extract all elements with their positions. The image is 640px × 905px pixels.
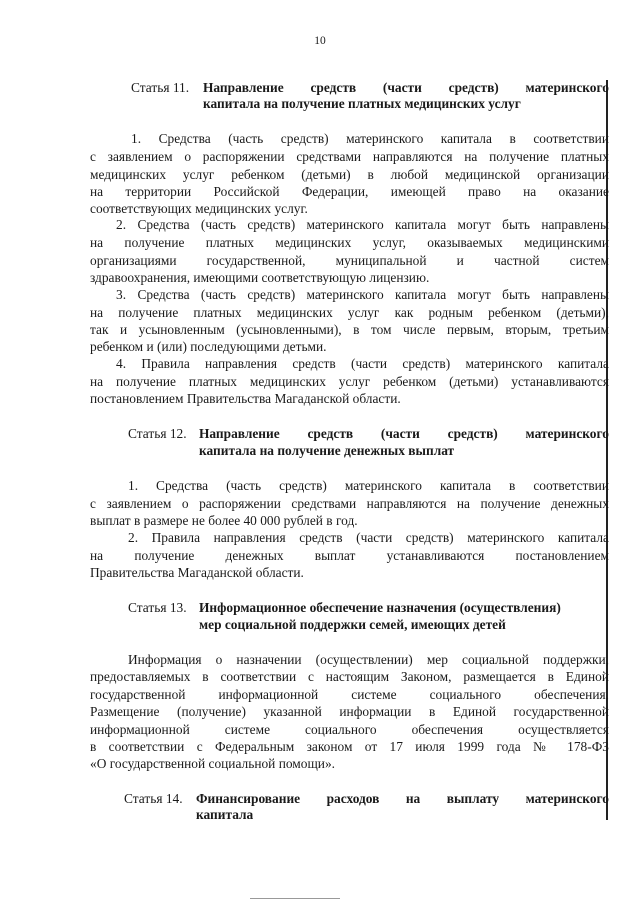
paragraph-line: в соответствии с Федеральным законом от 17 июля 1999 года № 178-ФЗ <box>90 739 609 754</box>
article-title-line <box>199 425 609 442</box>
title-word: средств <box>310 80 357 95</box>
title-word: средств) <box>447 426 498 441</box>
article-number: Статья 12. <box>128 426 187 441</box>
paragraph-line: 2. Средства (часть средств) материнского капитала могут быть направлены <box>116 217 609 232</box>
paragraph-line: здравоохранения, имеющими соответствующую лицензию. <box>90 270 430 285</box>
paragraph-line: выплат в размере не более 40 000 рублей в год. <box>90 513 358 528</box>
paragraph-line: Правительства Магаданской области. <box>90 565 304 580</box>
paragraph-line: с заявлением о распоряжении средствами направляются на получение денежных <box>90 496 609 511</box>
title-word: материнского <box>525 80 609 95</box>
title-word: выплату <box>446 791 500 806</box>
title-word: материнского <box>525 426 609 441</box>
paragraph-line: так и усыновленным (усыновленными), в том числе первым, вторым, третьим <box>90 322 609 337</box>
paragraph-line: с заявлением о распоряжении средствами направляются на получение платных <box>90 149 609 164</box>
paragraph-line: на получение платных медицинских услуг, оказываемых медицинскими <box>90 235 609 250</box>
paragraph-line: организациями государственной, муниципальной и частной систем <box>90 253 609 268</box>
paragraph-line: «О государственной социальной помощи». <box>90 756 335 771</box>
paragraph-line: 1. Средства (часть средств) материнского капитала в соответствии <box>128 478 609 493</box>
title-word: на <box>405 791 421 806</box>
article-number: Статья 14. <box>124 791 183 806</box>
title-word: Финансирование <box>196 791 301 806</box>
paragraph-line: предоставляемых в соответствии с настоящим Законом, размещается в Единой <box>90 669 609 684</box>
paragraph-line: государственной информационной системе социального обеспечения. <box>90 687 609 702</box>
paragraph-line: 3. Средства (часть средств) материнского капитала могут быть направлены <box>116 287 609 302</box>
paragraph-line: 4. Правила направления средств (части средств) материнского капитала <box>116 356 609 371</box>
title-word: (части <box>380 426 420 441</box>
page-number: 10 <box>314 35 326 47</box>
paragraph-line: 1. Средства (часть средств) материнского капитала в соответствии <box>131 131 609 146</box>
paragraph-line: Размещение (получение) указанной информации в Единой государственной <box>90 704 609 719</box>
title-word: Направление <box>203 80 284 95</box>
article-number: Статья 11. <box>131 80 190 95</box>
article-title-line: Информационное обеспечение назначения (осуществления) <box>199 600 561 615</box>
title-word: расходов <box>326 791 380 806</box>
paragraph-line: на получение платных медицинских услуг ребенком (детьми) устанавливаются <box>90 374 609 389</box>
title-word: Направление <box>199 426 280 441</box>
article-title-line: капитала на получение денежных выплат <box>199 443 455 458</box>
paragraph-line: 2. Правила направления средств (части средств) материнского капитала <box>128 530 609 545</box>
article-title-line <box>203 79 609 96</box>
article-title-line: капитала <box>196 807 254 822</box>
title-word: материнского <box>525 791 609 806</box>
paragraph-line: на получение денежных выплат устанавливаются постановлением <box>90 548 609 563</box>
article-number: Статья 13. <box>128 600 187 615</box>
paragraph-line: информационной системе социального обеспечения осуществляется <box>90 722 609 737</box>
paragraph-line: ребенком и (или) последующими детьми. <box>90 339 327 354</box>
paragraph-line: на получение платных медицинских услуг как родным ребенком (детьми), <box>90 305 609 320</box>
article-title-line <box>196 790 609 807</box>
title-word: (части <box>382 80 422 95</box>
title-word: средств <box>307 426 354 441</box>
paragraph-line: соответствующих медицинских услуг. <box>90 201 308 216</box>
paragraph-line: постановлением Правительства Магаданской области. <box>90 391 401 406</box>
article-title-line: капитала на получение платных медицинских услуг <box>203 96 521 111</box>
footer-dots <box>250 898 340 899</box>
title-word: средств) <box>448 80 499 95</box>
paragraph-line: Информация о назначении (осуществлении) мер социальной поддержки, <box>128 652 609 667</box>
paragraph-line: на территории Российской Федерации, имеющей право на оказание <box>90 184 609 199</box>
paragraph-line: медицинских услуг ребенком (детьми) в любой медицинской организации <box>90 167 609 182</box>
article-title-line: мер социальной поддержки семей, имеющих детей <box>199 617 506 632</box>
